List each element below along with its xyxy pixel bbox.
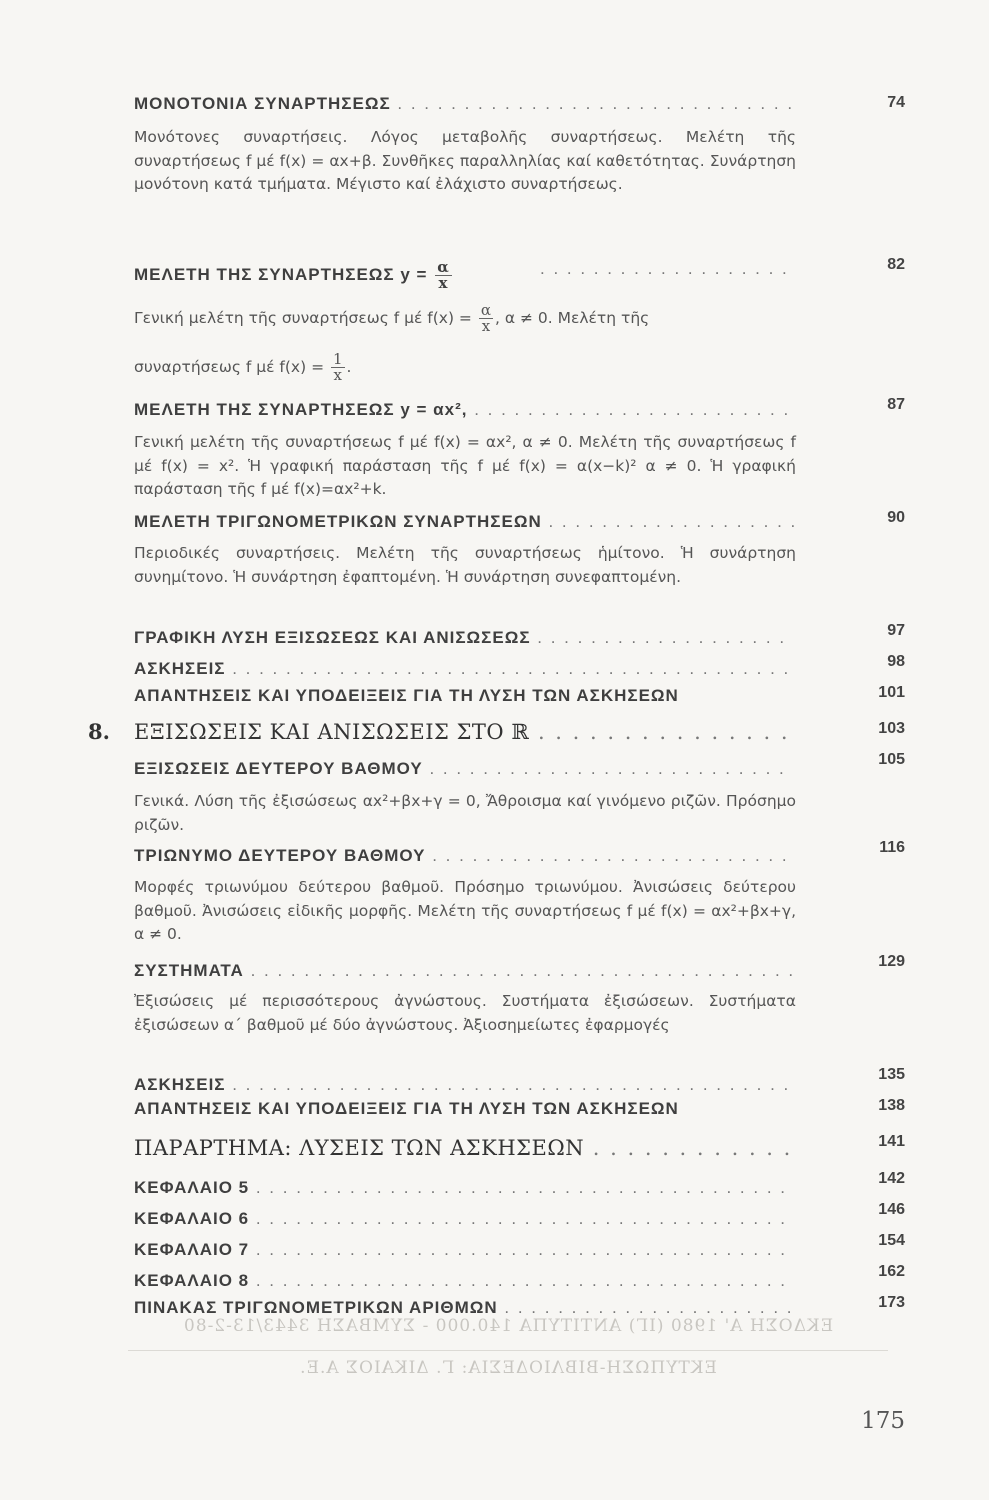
leader-dots (540, 259, 795, 279)
toc-description: Μονότονες συναρτήσεις. Λόγος μεταβολῆς συναρτήσεως. Μελέτη τῆς συναρτήσεως f μέ f(x) = αx+β. Συνθῆκες παραλληλίας καί καθετότητας. Συνάρτηση μονότονη κατά τμήματα. Μέγιστο καί ἐλάχιστο συναρτήσεως. (134, 128, 796, 193)
bleed-through-text: ΕΚΔΟΣΗ Α' 1980 (ΙΓ) ΑΝΤΙΤΥΠΑ 140.000 - ΣΥΜΒΑΣΗ 3443/13-2-80 (182, 1316, 834, 1336)
divider (128, 1350, 888, 1351)
toc-heading: ΑΠΑΝΤΗΣΕΙΣ ΚΑΙ ΥΠΟΔΕΙΞΕΙΣ ΓΙΑ ΤΗ ΛΥΣΗ ΤΩΝ ΑΣΚΗΣΕΩΝ (134, 1099, 679, 1118)
toc-heading: ΠΙΝΑΚΑΣ ΤΡΙΓΩΝΟΜΕΤΡΙΚΩΝ ΑΡΙΘΜΩΝ . . . (134, 1298, 794, 1318)
toc-heading: ΣΥΣΤΗΜΑΤΑ . . . (134, 961, 794, 981)
toc-page-number: 101 (878, 684, 905, 701)
description-text: , α ≠ 0. Μελέτη τῆς (495, 309, 650, 327)
toc-page-number: 142 (878, 1170, 905, 1187)
toc-page-number: 74 (887, 94, 905, 111)
toc-heading: ΚΕΦΑΛΑΙΟ 8 . . . (134, 1271, 794, 1291)
fraction-numerator: α (437, 260, 450, 276)
toc-heading: ΑΣΚΗΣΕΙΣ . . . (134, 1075, 794, 1095)
bleed-through-text: ΕΚΤΥΠΩΣΗ-ΒΙΒΛΙΟΔΕΣΙΑ: Γ. ΔΙΚΑΙΟΣ Α.Ε. (299, 1358, 717, 1378)
toc-page-number: 98 (887, 653, 905, 670)
fraction-numerator: 1 (333, 350, 343, 368)
toc-page-number: 116 (879, 839, 905, 856)
toc-page-number: 103 (878, 720, 905, 737)
fraction-denominator: x (333, 366, 342, 384)
toc-page-number: 146 (878, 1201, 905, 1218)
toc-page-number: 129 (878, 953, 905, 970)
toc-page-number: 135 (878, 1066, 905, 1083)
fraction (435, 260, 452, 291)
toc-heading: ΑΣΚΗΣΕΙΣ . . . (134, 659, 794, 679)
toc-page-number: 90 (887, 509, 905, 526)
toc-page-number: 162 (878, 1263, 905, 1280)
toc-description: Μορφές τριωνύμου δεύτερου βαθμοῦ. Πρόσημο τριωνύμου. Ἀνισώσεις δεύτερου βαθμοῦ. Ἀνισώσεις εἰδικῆς μορφῆς. Μελέτη τῆς συναρτήσεως f μέ f(x) = αx²+βx+γ, α ≠ 0. (134, 878, 796, 943)
appendix-heading: ΠΑΡΑΡΤΗΜΑ: ΛΥΣΕΙΣ ΤΩΝ ΑΣΚΗΣΕΩΝ . . . (134, 1136, 794, 1160)
toc-description: Γενική μελέτη τῆς συναρτήσεως f μέ f(x) = αx², α ≠ 0. Μελέτη τῆς συναρτήσεως f μέ f(x) = x². Ἡ γραφική παράσταση τῆς f μέ f(x) = α(x−k)² α ≠ 0. Ἡ γραφική παράσταση τῆς f μέ f(x)=αx²+k. (134, 433, 796, 498)
chapter-heading: ΕΞΙΣΩΣΕΙΣ ΚΑΙ ΑΝΙΣΩΣΕΙΣ ΣΤΟ ℝ . . . (134, 720, 794, 744)
toc-page-number: 87 (887, 396, 905, 413)
heading-text: ΜΕΛΕΤΗ ΤΗΣ ΣΥΝΑΡΤΗΣΕΩΣ y = (134, 264, 428, 284)
toc-description (134, 352, 351, 383)
toc-description: Ἐξισώσεις μέ περισσότερους ἀγνώστους. Συστήματα ἐξισώσεων. Συστήματα ἐξισώσεων α΄ βαθμοῦ μέ δύο ἀγνώστους. Ἀξιοσημείωτες ἐφαρμογές (134, 992, 796, 1034)
description-text: Γενική μελέτη τῆς συναρτήσεως f μέ f(x) = (134, 309, 472, 327)
toc-page-number: 82 (887, 256, 905, 273)
description-text: . (346, 358, 352, 376)
toc-description: Γενικά. Λύση τῆς ἐξισώσεως αx²+βx+γ = 0, Ἄθροισμα καί γινόμενο ριζῶν. Πρόσημο ριζῶν. (134, 792, 796, 834)
toc-heading: ΤΡΙΩΝΥΜΟ ΔΕΥΤΕΡΟΥ ΒΑΘΜΟΥ . . . (134, 846, 794, 866)
page-number: 175 (861, 1408, 905, 1434)
toc-page-number: 138 (878, 1097, 905, 1114)
toc-heading: ΜΟΝΟΤΟΝΙΑ ΣΥΝΑΡΤΗΣΕΩΣ . . . (134, 94, 794, 114)
fraction-numerator: α (480, 301, 491, 319)
fraction-denominator: x (481, 317, 491, 335)
chapter-number: 8. (88, 719, 110, 744)
toc-page-number: 141 (878, 1133, 905, 1150)
toc-description (134, 303, 649, 334)
fraction-denominator: x (438, 274, 449, 291)
toc-page-number: 173 (878, 1294, 905, 1311)
toc-heading: ΚΕΦΑΛΑΙΟ 5 . . . (134, 1178, 794, 1198)
toc-heading: ΓΡΑΦΙΚΗ ΛΥΣΗ ΕΞΙΣΩΣΕΩΣ ΚΑΙ ΑΝΙΣΩΣΕΩΣ . . . (134, 628, 794, 648)
toc-heading: ΕΞΙΣΩΣΕΙΣ ΔΕΥΤΕΡΟΥ ΒΑΘΜΟΥ . . . (134, 759, 794, 779)
description-text: συναρτήσεως f μέ f(x) = (134, 358, 325, 376)
toc-page-number: 97 (887, 622, 905, 639)
toc-heading: ΑΠΑΝΤΗΣΕΙΣ ΚΑΙ ΥΠΟΔΕΙΞΕΙΣ ΓΙΑ ΤΗ ΛΥΣΗ ΤΩΝ ΑΣΚΗΣΕΩΝ (134, 686, 679, 705)
toc-description: Περιοδικές συναρτήσεις. Μελέτη τῆς συναρτήσεως ἡμίτονο. Ἡ συνάρτηση συνημίτονο. Ἡ συνάρτηση ἐφαπτομένη. Ἡ συνάρτηση συνεφαπτομένη. (134, 544, 796, 586)
toc-heading: ΜΕΛΕΤΗ ΤΗΣ ΣΥΝΑΡΤΗΣΕΩΣ y = αx², . . . (134, 400, 794, 420)
fraction (331, 352, 345, 383)
toc-page-number: 154 (878, 1232, 905, 1249)
toc-page-number: 105 (878, 751, 905, 768)
toc-heading: ΜΕΛΕΤΗ ΤΡΙΓΩΝΟΜΕΤΡΙΚΩΝ ΣΥΝΑΡΤΗΣΕΩΝ . . . (134, 512, 794, 532)
toc-heading: ΚΕΦΑΛΑΙΟ 6 . . . (134, 1209, 794, 1229)
fraction (479, 303, 493, 334)
toc-heading: ΚΕΦΑΛΑΙΟ 7 . . . (134, 1240, 794, 1260)
toc-heading (134, 260, 554, 291)
